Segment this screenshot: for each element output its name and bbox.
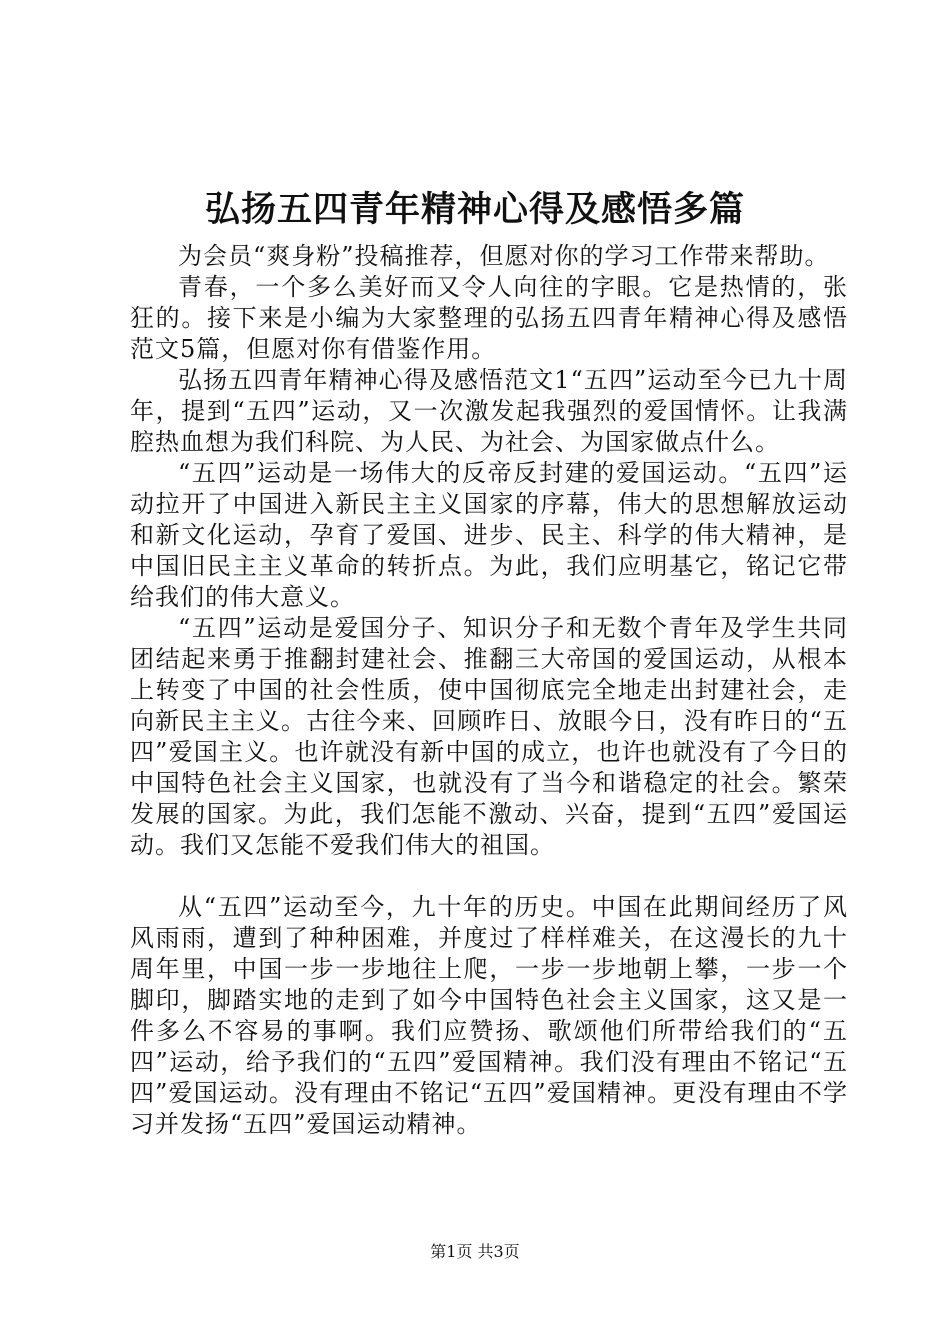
paragraph-intro: 为会员“爽身粉”投稿推荐，但愿对你的学习工作带来帮助。 — [178, 242, 830, 270]
document-title: 弘扬五四青年精神心得及感悟多篇 — [204, 189, 745, 230]
paragraph-sample-1: 弘扬五四青年精神心得及感悟范文1“五四”运动至今已九十周年，提到“五四”运动，又一次激发起我强烈的爱国情怀。让我满腔热血想为我们科院、为人民、为社会、为国家做点什么。 — [130, 366, 848, 456]
paragraph-movement: “五四”运动是一场伟大的反帝反封建的爱国运动。“五四”运动拉开了中国进入新民主主义国家的序幕，伟大的思想解放运动和新文化运动，孕育了爱国、进步、民主、科学的伟大精神，是中国旧民主主义革命的转折点。为此，我们应明基它，铭记它带给我们的伟大意义。 — [130, 459, 848, 611]
document-body — [130, 241, 848, 1140]
paragraph-youth: 青春，一个多么美好而又令人向往的字眼。它是热情的，张狂的。接下来是小编为大家整理的弘扬五四青年精神心得及感悟范文5篇，但愿对你有借鉴作用。 — [130, 273, 848, 363]
paragraph-history: 从“五四”运动至今，九十年的历史。中国在此期间经历了风风雨雨，遭到了种种困难，并度过了样样难关，在这漫长的九十周年里，中国一步一步地往上爬，一步一步地朝上攀，一步一个脚印，脚踏实地的走到了如今中国特色社会主义国家，这又是一件多么不容易的事啊。我们应赞扬、歌颂他们所带给我们的“五四”运动，给予我们的“五四”爱国精神。我们没有理由不铭记“五四”爱国运动。没有理由不铭记“五四”爱国精神。更没有理由不学习并发扬“五四”爱国运动精神。 — [130, 893, 848, 1138]
paragraph-patriotism: “五四”运动是爱国分子、知识分子和无数个青年及学生共同团结起来勇于推翻封建社会、推翻三大帝国的爱国运动，从根本上转变了中国的社会性质，使中国彻底完全地走出封建社会，走向新民主主义。古往今来、回顾昨日、放眼今日，没有昨日的“五四”爱国主义。也许就没有新中国的成立，也许也就没有了今日的中国特色社会主义国家，也就没有了当今和谐稳定的社会。繁荣发展的国家。为此，我们怎能不激动、兴奋，提到“五四”爱国运动。我们又怎能不爱我们伟大的祖国。 — [130, 614, 848, 859]
page-number: 第1页 共3页 — [430, 1242, 520, 1261]
